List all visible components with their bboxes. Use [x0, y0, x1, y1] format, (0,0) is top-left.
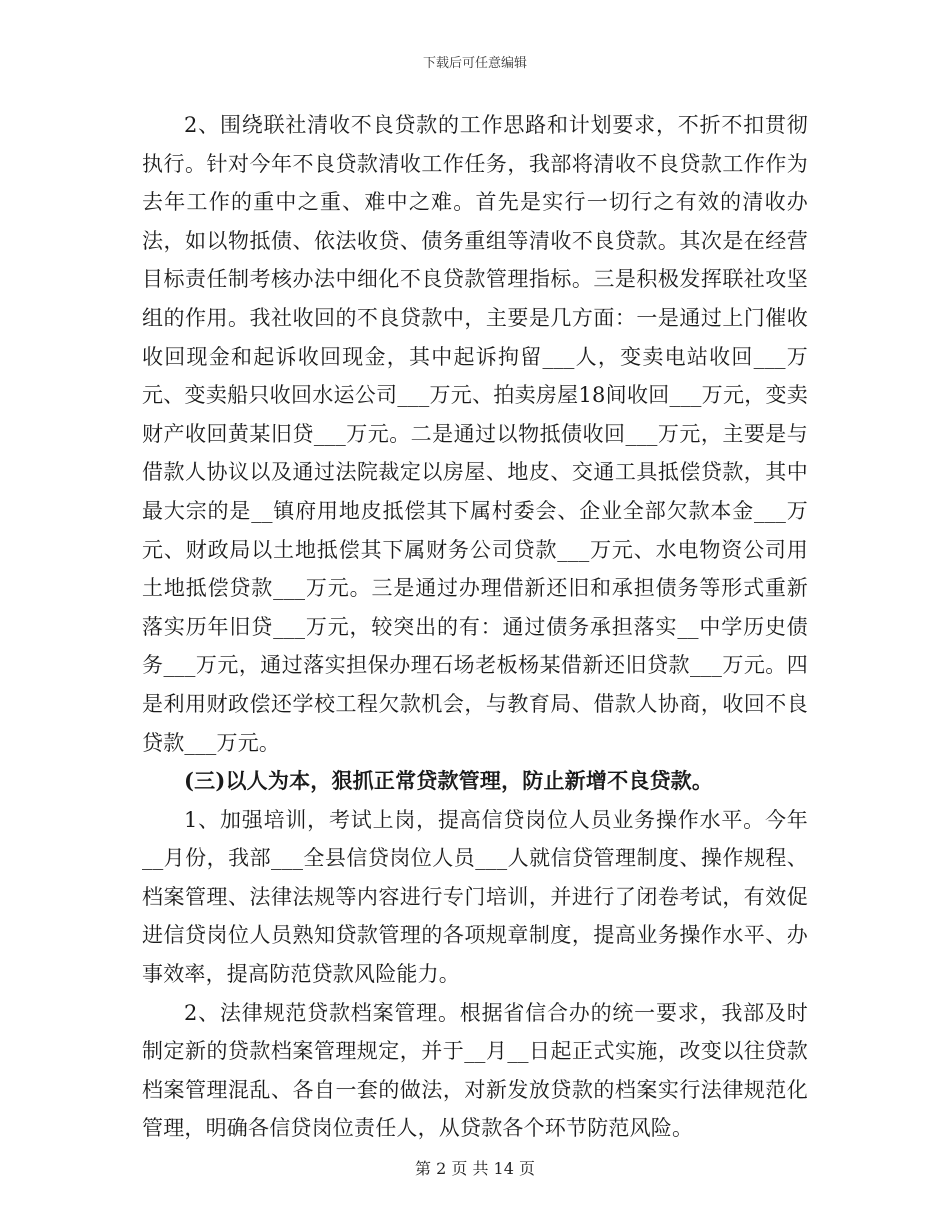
document-body: [142, 106, 808, 1148]
page-number: 第 2 页 共 14 页: [415, 1159, 535, 1178]
paragraph-debt-collection: 2、围绕联社清收不良贷款的工作思路和计划要求，不折不扣贯彻执行。针对今年不良贷款清收工作任务，我部将清收不良贷款工作作为去年工作的重中之重、难中之难。首先是实行一切行之有效的清收办法，如以物抵债、依法收贷、债务重组等清收不良贷款。其次是在经营目标责任制考核办法中细化不良贷款管理指标。三是积极发挥联社攻坚组的作用。我社收回的不良贷款中，主要是几方面：一是通过上门催收收回现金和起诉收回现金，其中起诉拘留___人，变卖电站收回___万元、变卖船只收回水运公司___万元、拍卖房屋18间收回___万元，变卖财产收回黄某旧贷___万元。二是通过以物抵债收回___万元，主要是与借款人协议以及通过法院裁定以房屋、地皮、交通工具抵偿贷款，其中最大宗的是__镇府用地皮抵偿其下属村委会、企业全部欠款本金___万元、财政局以土地抵偿其下属财务公司贷款___万元、水电物资公司用土地抵偿贷款___万元。三是通过办理借新还旧和承担债务等形式重新落实历年旧贷___万元，较突出的有：通过债务承担落实__中学历史债务___万元，通过落实担保办理石场老板杨某借新还旧贷款___万元。四是利用财政偿还学校工程欠款机会，与教育局、借款人协商，收回不良贷款___万元。: [142, 113, 808, 755]
page-header: 下载后可任意编辑: [422, 56, 527, 71]
section-heading-loan-management: (三)以人为本，狠抓正常贷款管理，防止新增不良贷款。: [184, 768, 714, 794]
paragraph-archive-management: 2、法律规范贷款档案管理。根据省信合办的统一要求，我部及时制定新的贷款档案管理规定，并于__月__日起正式实施，改变以往贷款档案管理混乱、各自一套的做法，对新发放贷款的档案实行法律规范化管理，明确各信贷岗位责任人，从贷款各个环节防范风险。: [142, 1000, 808, 1141]
paragraph-training: 1、加强培训，考试上岗，提高信贷岗位人员业务操作水平。今年__月份，我部___全县信贷岗位人员___人就信贷管理制度、操作规程、档案管理、法律法规等内容进行专门培训，并进行了闭卷考试，有效促进信贷岗位人员熟知贷款管理的各项规章制度，提高业务操作水平、办事效率，提高防范贷款风险能力。: [142, 807, 808, 987]
